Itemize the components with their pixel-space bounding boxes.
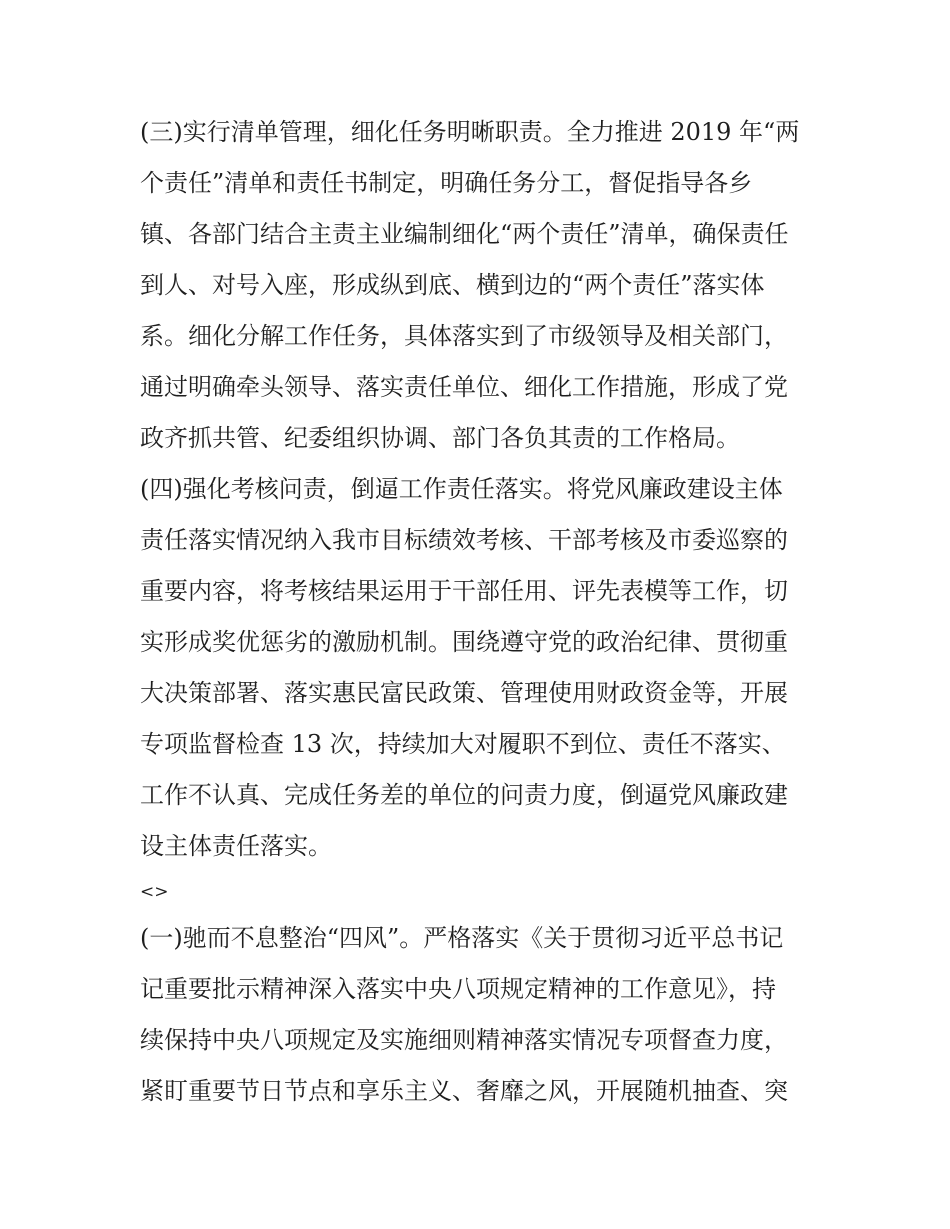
text-line: 实形成奖优惩劣的激励机制。围绕遵守党的政治纪律、贯彻重 <box>140 628 788 656</box>
text-line: 责任落实情况纳入我市目标绩效考核、干部考核及市委巡察的 <box>140 526 788 554</box>
text-line: 专项监督检查 13 次，持续加大对履职不到位、责任不落实、 <box>140 730 786 758</box>
text-line: (三)实行清单管理，细化任务明晰职责。全力推进 2019 年“两 <box>140 118 800 146</box>
paragraph-section-3 <box>140 107 820 464</box>
text-line: 系。细化分解工作任务，具体落实到了市级领导及相关部门， <box>140 322 788 350</box>
text-line: 大决策部署、落实惠民富民政策、管理使用财政资金等，开展 <box>140 679 788 707</box>
text-line: 个责任”清单和责任书制定，明确任务分工，督促指导各乡 <box>140 169 753 197</box>
text-line: 重要内容，将考核结果运用于干部任用、评先表模等工作，切 <box>140 577 788 605</box>
text-line: 镇、各部门结合主责主业编制细化“两个责任”清单，确保责任 <box>140 220 789 248</box>
text-line: 通过明确牵头领导、落实责任单位、细化工作措施，形成了党 <box>140 373 788 401</box>
paragraph-section-1 <box>140 913 820 1117</box>
text-line: (四)强化考核问责，倒逼工作责任落实。将党风廉政建设主体 <box>140 475 783 503</box>
text-line: 记重要批示精神深入落实中央八项规定精神的工作意见》，持 <box>140 975 776 1003</box>
section-marker: <> <box>140 882 169 902</box>
text-line: (一)驰而不息整治“四风”。严格落实《关于贯彻习近平总书记 <box>140 924 784 952</box>
text-line: 紧盯重要节日节点和享乐主义、奢靡之风，开展随机抽查、突 <box>140 1077 788 1105</box>
text-line: 政齐抓共管、纪委组织协调、部门各负其责的工作格局。 <box>140 424 740 452</box>
text-line: 续保持中央八项规定及实施细则精神落实情况专项督查力度， <box>140 1026 788 1054</box>
text-line: 工作不认真、完成任务差的单位的问责力度，倒逼党风廉政建 <box>140 781 788 809</box>
document-body <box>140 107 820 1117</box>
text-line: 到人、对号入座，形成纵到底、横到边的“两个责任”落实体 <box>140 271 765 299</box>
paragraph-section-4 <box>140 464 820 872</box>
text-line: 设主体责任落实。 <box>140 832 332 860</box>
